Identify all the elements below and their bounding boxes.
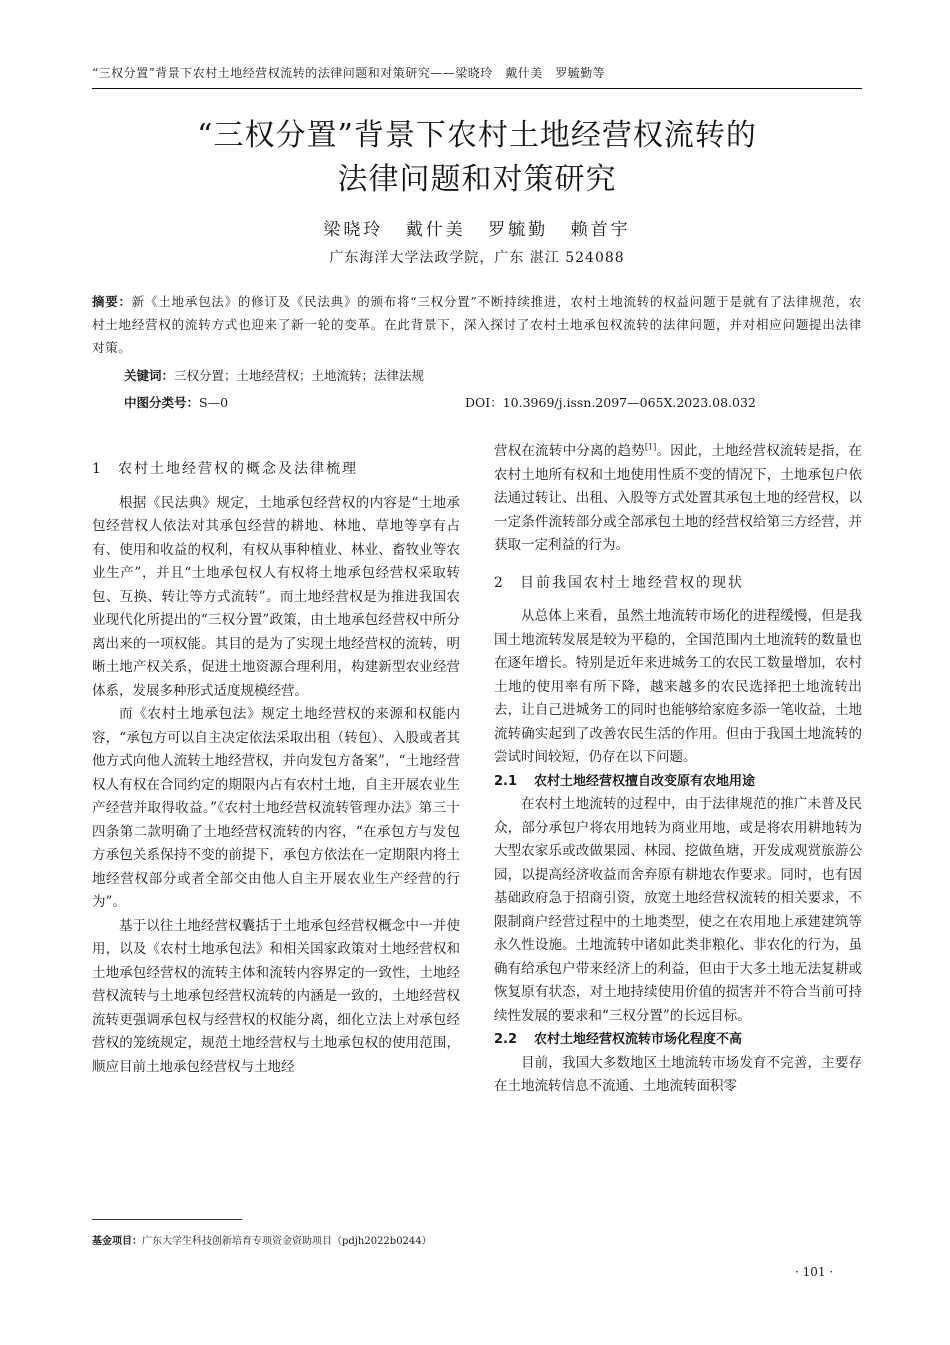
- classification: [124, 393, 228, 411]
- section-2-heading: [494, 572, 862, 596]
- paragraph: 而《农村土地承包法》规定土地经营权的来源和权能内容，“承包方可以自主决定依法采取出租（转包）、入股或者其他方式向他人流转土地经营权，并向发包方备案”，“土地经营权人有权在合同约定的期限内占有农村土地，自主开展农业生产经营并取得收益。”《农村土地经营权流转管理办法》第三十四条第二款明确了土地经营权流转的内容，“在承包方与发包方承包关系保持不变的前提下，承包方依法在一定期限内将土地经营权部分或者全部交由他人自主开展农业生产经营的行为”。: [92, 706, 460, 910]
- section-title: 农村土地经营权的概念及法律梳理: [118, 461, 358, 477]
- title-line-1: “三权分置”背景下农村土地经营权流转的: [197, 118, 757, 153]
- paragraph: 根据《民法典》规定，土地承包经营权的内容是“土地承包经营权人依法对其承包经营的耕地、林地、草地等享有占有、使用和收益的权利，有权从事种植业、林业、畜牧业等农业生产”，并且“土地承包权人有权将土地承包经营权采取转包、互换、转让等方式流转”。而土地经营权是为推进我国农业现代化所提出的“三权分置”政策，由土地承包经营权中所分离出来的一项权能。其目的是为了实现土地经营权的流转，明晰土地产权关系，促进土地资源合理利用，构建新型农业经营体系，发展多种形式适度规模经营。: [92, 494, 460, 699]
- left-column: [92, 450, 460, 1079]
- running-header: “三权分置”背景下农村土地经营权流转的法律问题和对策研究——梁晓玲 戴什美 罗毓勤等: [92, 66, 606, 80]
- author-name: 戴什美: [405, 220, 466, 240]
- subsection-title: 农村土地经营权擅自改变原有农地用途: [534, 773, 756, 789]
- citation-ref: [1]: [644, 442, 657, 452]
- abstract-text: 新《土地承包法》的修订及《民法典》的颁布将“三权分置”不断持续推进，农村土地流转的权益问题于是就有了法律规范，农村土地经营权的流转方式也迎来了新一轮的变革。在此背景下，深入探讨了农村土地承包权流转的法律问题，并对相应问题提出法律对策。: [92, 294, 862, 355]
- section-number: 2: [494, 574, 505, 591]
- funding-note: [92, 1232, 432, 1247]
- article-title: [92, 114, 862, 202]
- paragraph: 基于以往土地经营权囊括于土地承包经营权概念中一并使用，以及《农村土地承包法》和相关国家政策对土地经营权和土地承包经营权的流转主体和流转内容界定的一致性，土地经营权流转与土地承包经营权流转的内涵是一致的，土地经营权流转更强调承包权与经营权的权能分离，细化立法上对承包经营权的笼统规定，规范土地经营权与土地承包权的使用范围，顺应目前土地承包经营权与土地经: [92, 917, 460, 1075]
- header-rule: [92, 88, 862, 89]
- title-line-2: 法律问题和对策研究: [337, 162, 617, 197]
- keywords-label: 关键词：: [124, 368, 175, 383]
- subsection-2-2-heading: [494, 1028, 862, 1052]
- abstract-label: 摘要：: [92, 294, 132, 309]
- subsection-2-1-heading: [494, 770, 862, 794]
- subsection-number: 2.1: [494, 773, 518, 789]
- keywords: [124, 366, 424, 384]
- section-1-heading: [92, 458, 460, 482]
- keywords-text: 三权分置；土地经营权；土地流转；法律法规: [174, 368, 425, 383]
- section-title: 目前我国农村土地经营权的现状: [520, 574, 744, 591]
- author-list: [92, 215, 862, 240]
- affiliation: 广东海洋大学法政学院，广东 湛江 524088: [329, 250, 625, 266]
- author-name: 梁晓玲: [323, 220, 384, 240]
- paragraph: 目前，我国大多数地区土地流转市场发育不完善，主要存在土地流转信息不流通、土地流转面积零: [494, 1054, 862, 1094]
- author-name: 赖首宇: [570, 220, 631, 240]
- paragraph-continued: 营权在流转中分离的趋势[1]。因此，土地经营权流转是指，在农村土地所有权和土地使用性质不变的情况下，土地承包户依法通过转让、出租、入股等方式处置其承包土地的经营权，以一定条件流转部分或全部承包土地的经营权给第三方经营，并获取一定利益的行为。: [494, 442, 863, 553]
- footnote-rule: [92, 1219, 242, 1220]
- section-number: 1: [92, 461, 103, 477]
- abstract: [92, 290, 862, 359]
- right-column: [494, 440, 862, 1099]
- subsection-number: 2.2: [494, 1032, 518, 1047]
- paragraph: 在农村土地流转的过程中，由于法律规范的推广未普及民众，部分承包户将农用地转为商业用地，或是将农用耕地转为大型农家乐或改做果园、林园、挖做鱼塘，开发成观赏旅游公园，以提高经济收益而舍弃原有耕地农作要求。同时，也有因基础政府急于招商引资，放宽土地经营权流转的相关要求，不限制商户经营过程中的土地类型，使之在农用地上承建建筑等永久性设施。土地流转中诸如此类非粮化、非农化的行为，虽确有给承包户带来经济上的利益，但由于大多土地无法复耕或恢复原有状态，对土地持续使用价值的损害并不符合当前可持续性发展的要求和“三权分置”的长远目标。: [494, 796, 862, 1024]
- classification-text: S—0: [199, 395, 229, 410]
- paragraph: 从总体上来看，虽然土地流转市场化的进程缓慢，但是我国土地流转发展是较为平稳的，全国范围内土地流转的数量也在逐年增长。特别是近年来进城务工的农民工数量增加，农村土地的使用率有所下降，越来越多的农民选择把土地流转出去，让自己进城务工的同时也能够给家庭多添一笔收益，土地流转确实起到了改善农民生活的作用。但由于我国土地流转的尝试时间较短，仍存在以下问题。: [494, 608, 862, 765]
- doi: DOI：10.3969/j.issn.2097—065X.2023.08.032: [465, 395, 756, 410]
- funding-label: 基金项目：: [92, 1236, 142, 1247]
- page-number: · 101 ·: [795, 1265, 834, 1279]
- funding-text: 广东大学生科技创新培育专项资金资助项目（pdjh2022b0244）: [142, 1236, 432, 1247]
- classification-label: 中图分类号：: [124, 395, 200, 410]
- subsection-title: 农村土地经营权流转市场化程度不高: [534, 1032, 743, 1047]
- author-name: 罗毓勤: [488, 220, 549, 240]
